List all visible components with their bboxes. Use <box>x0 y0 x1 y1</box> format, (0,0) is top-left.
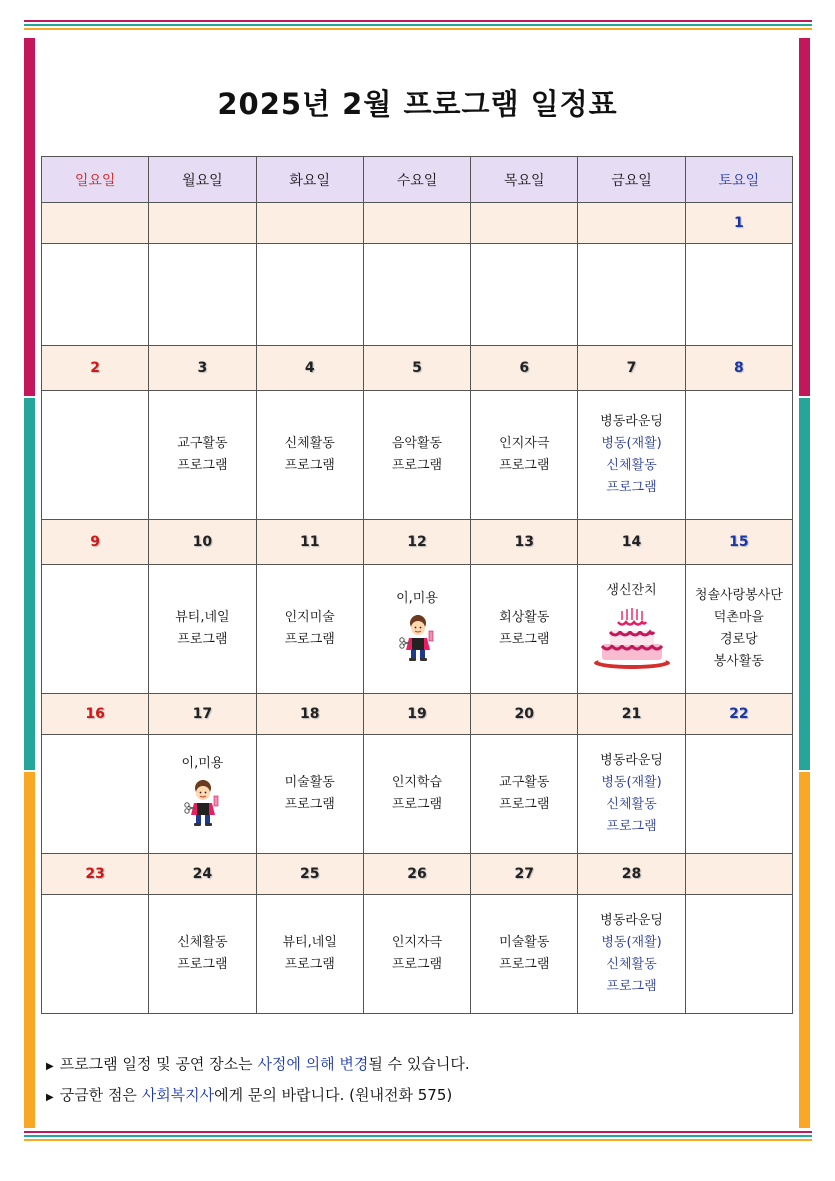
event-line: 병동라운딩 <box>600 414 663 429</box>
event-line: 프로그램 <box>391 458 443 473</box>
event-line: 미술활동 <box>499 935 550 950</box>
event-line: 프로그램 <box>284 632 335 647</box>
event-line: 인지자극 <box>499 436 550 451</box>
event-cell <box>363 895 470 1014</box>
event-cell <box>149 565 256 694</box>
date-cell: 11 <box>256 520 363 565</box>
date-cell: 22 <box>685 694 792 735</box>
triangle-bullet-icon: ▶ <box>46 1092 54 1103</box>
event-cell <box>149 391 256 520</box>
event-cell <box>149 735 256 854</box>
event-cell <box>578 244 685 346</box>
date-row <box>42 520 793 565</box>
date-row <box>42 694 793 735</box>
event-line: 병동(재활) <box>601 436 662 451</box>
note-2-part-1: 궁금한 점은 <box>59 1086 142 1104</box>
date-cell: 6 <box>471 346 578 391</box>
event-line: 병동(재활) <box>601 775 662 790</box>
date-cell <box>256 203 363 244</box>
date-cell <box>685 854 792 895</box>
event-line: 봉사활동 <box>713 654 764 669</box>
note-1-part-3: 될 수 있습니다. <box>368 1055 470 1073</box>
event-cell <box>471 391 578 520</box>
date-row <box>42 854 793 895</box>
event-line: 음악활동 <box>391 436 443 451</box>
top-stripes <box>24 20 812 32</box>
right-bar-orange <box>799 772 810 1128</box>
birthday-cake-icon <box>578 608 684 678</box>
date-cell: 5 <box>363 346 470 391</box>
event-cell <box>42 244 149 346</box>
content-row <box>42 895 793 1014</box>
event-cell <box>578 565 685 694</box>
event-line: 뷰티,네일 <box>282 935 337 950</box>
event-cell <box>256 391 363 520</box>
event-cell <box>149 895 256 1014</box>
event-cell <box>685 565 792 694</box>
date-cell: 2 <box>42 346 149 391</box>
event-cell <box>471 735 578 854</box>
date-cell: 26 <box>363 854 470 895</box>
event-line: 경로당 <box>720 632 758 647</box>
event-cell <box>256 565 363 694</box>
date-cell: 3 <box>149 346 256 391</box>
event-cell <box>685 244 792 346</box>
event-line: 교구활동 <box>177 436 228 451</box>
event-line: 병동(재활) <box>601 935 662 950</box>
event-line: 뷰티,네일 <box>175 610 230 625</box>
date-cell: 19 <box>363 694 470 735</box>
event-cell <box>42 735 149 854</box>
event-line: 인지미술 <box>284 610 335 625</box>
event-line: 생신잔치 <box>606 583 657 598</box>
event-cell <box>256 895 363 1014</box>
event-line: 프로그램 <box>284 458 335 473</box>
event-line: 프로그램 <box>499 957 550 972</box>
event-cell <box>42 565 149 694</box>
date-row <box>42 346 793 391</box>
event-cell <box>471 244 578 346</box>
date-cell: 20 <box>471 694 578 735</box>
note-2-highlight: 사회복지사 <box>141 1086 215 1104</box>
weekday-mon: 월요일 <box>149 157 256 203</box>
event-cell <box>363 244 470 346</box>
date-cell: 28 <box>578 854 685 895</box>
date-cell: 27 <box>471 854 578 895</box>
event-cell <box>685 391 792 520</box>
date-cell: 21 <box>578 694 685 735</box>
date-cell: 14 <box>578 520 685 565</box>
event-line: 신체활동 <box>606 797 657 812</box>
event-cell <box>471 565 578 694</box>
date-cell: 12 <box>363 520 470 565</box>
event-line: 신체활동 <box>177 935 228 950</box>
content-row <box>42 391 793 520</box>
notes <box>46 1050 470 1112</box>
weekday-thu: 목요일 <box>471 157 578 203</box>
date-cell <box>578 203 685 244</box>
event-cell <box>256 244 363 346</box>
calendar-body <box>42 203 793 1014</box>
event-cell <box>363 735 470 854</box>
date-cell: 15 <box>685 520 792 565</box>
weekday-tue: 화요일 <box>256 157 363 203</box>
date-cell: 1 <box>685 203 792 244</box>
event-line: 프로그램 <box>391 797 443 812</box>
event-cell <box>42 895 149 1014</box>
page-title: 2025년 2월 프로그램 일정표 <box>217 87 618 121</box>
content-row <box>42 244 793 346</box>
date-cell: 16 <box>42 694 149 735</box>
event-line: 청솔사랑봉사단 <box>694 588 783 603</box>
note-1-highlight: 사정에 의해 변경 <box>257 1055 369 1073</box>
event-line: 프로그램 <box>606 819 657 834</box>
date-cell: 8 <box>685 346 792 391</box>
event-cell <box>256 735 363 854</box>
event-line: 인지학습 <box>391 775 443 790</box>
date-cell: 17 <box>149 694 256 735</box>
event-line: 프로그램 <box>177 957 228 972</box>
hairdresser-girl-icon <box>364 614 470 670</box>
event-cell <box>149 244 256 346</box>
date-row <box>42 203 793 244</box>
event-line: 이,미용 <box>181 756 224 771</box>
date-cell: 24 <box>149 854 256 895</box>
note-1 <box>46 1050 470 1081</box>
date-cell <box>149 203 256 244</box>
event-line: 병동라운딩 <box>600 753 663 768</box>
event-cell <box>578 391 685 520</box>
event-line: 프로그램 <box>499 458 550 473</box>
date-cell: 18 <box>256 694 363 735</box>
event-line: 회상활동 <box>499 610 550 625</box>
date-cell <box>471 203 578 244</box>
event-line: 프로그램 <box>606 979 657 994</box>
date-cell <box>42 203 149 244</box>
note-2-part-3: 에게 문의 바랍니다. (원내전화 575) <box>214 1086 453 1104</box>
weekday-sat: 토요일 <box>685 157 792 203</box>
date-cell: 23 <box>42 854 149 895</box>
event-line: 신체활동 <box>606 458 657 473</box>
event-cell <box>471 895 578 1014</box>
event-cell <box>363 565 470 694</box>
event-line: 프로그램 <box>499 632 550 647</box>
date-cell <box>363 203 470 244</box>
left-bar-orange <box>24 772 35 1128</box>
weekday-wed: 수요일 <box>363 157 470 203</box>
event-line: 프로그램 <box>606 480 657 495</box>
event-cell <box>685 735 792 854</box>
event-line: 프로그램 <box>177 632 228 647</box>
note-1-part-1: 프로그램 일정 및 공연 장소는 <box>59 1055 258 1073</box>
weekday-header-row <box>42 157 793 203</box>
content-row <box>42 565 793 694</box>
calendar-table <box>41 156 793 1014</box>
date-cell: 25 <box>256 854 363 895</box>
event-line: 신체활동 <box>284 436 335 451</box>
right-bar-teal <box>799 398 810 770</box>
left-bar-teal <box>24 398 35 770</box>
event-cell <box>578 735 685 854</box>
event-line: 프로그램 <box>391 957 443 972</box>
event-line: 교구활동 <box>499 775 550 790</box>
triangle-bullet-icon: ▶ <box>46 1061 54 1072</box>
event-line: 프로그램 <box>177 458 228 473</box>
bottom-stripes <box>24 1131 812 1143</box>
event-cell <box>578 895 685 1014</box>
date-cell: 13 <box>471 520 578 565</box>
weekday-sun: 일요일 <box>42 157 149 203</box>
date-cell: 7 <box>578 346 685 391</box>
event-line: 덕촌마을 <box>713 610 764 625</box>
event-line: 이,미용 <box>396 591 438 606</box>
weekday-fri: 금요일 <box>578 157 685 203</box>
event-cell <box>363 391 470 520</box>
event-line: 신체활동 <box>606 957 657 972</box>
content-row <box>42 735 793 854</box>
note-2 <box>46 1081 470 1112</box>
event-line: 병동라운딩 <box>600 913 663 928</box>
event-line: 프로그램 <box>284 957 335 972</box>
event-line: 프로그램 <box>284 797 335 812</box>
event-cell <box>42 391 149 520</box>
event-line: 인지자극 <box>391 935 443 950</box>
event-line: 프로그램 <box>499 797 550 812</box>
date-cell: 9 <box>42 520 149 565</box>
date-cell: 10 <box>149 520 256 565</box>
event-cell <box>685 895 792 1014</box>
date-cell: 4 <box>256 346 363 391</box>
hairdresser-girl-icon <box>149 779 255 835</box>
event-line: 미술활동 <box>284 775 335 790</box>
